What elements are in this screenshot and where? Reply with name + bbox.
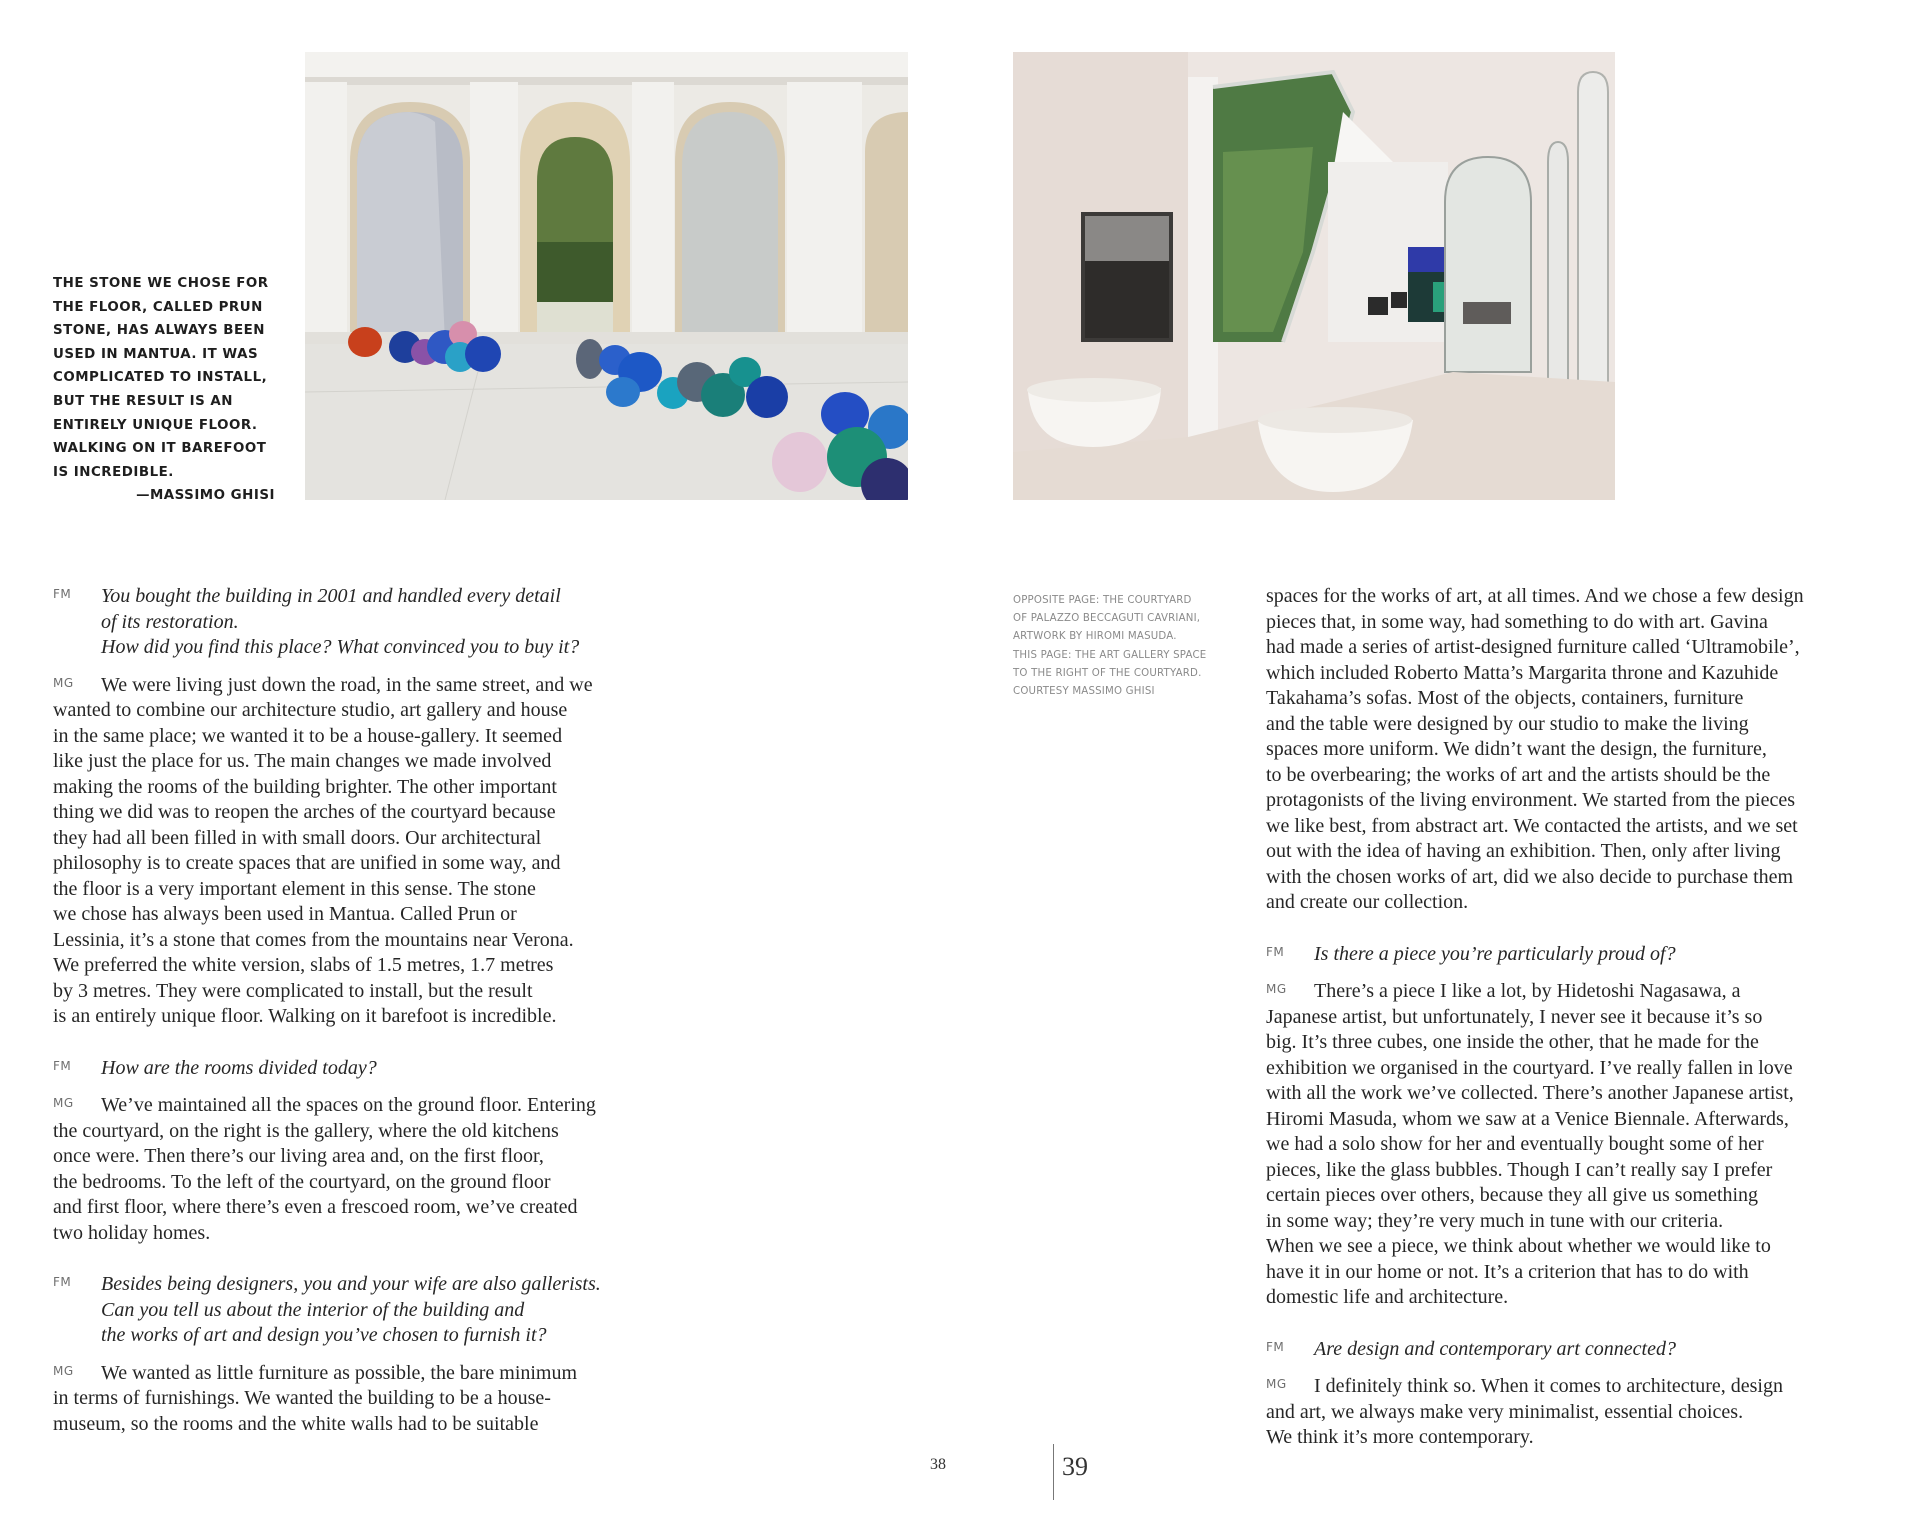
page-number-divider — [1053, 1444, 1054, 1500]
speaker-label: FM — [53, 1058, 72, 1073]
answer-line: I definitely think so. When it comes to architecture, design — [1314, 1375, 1783, 1397]
pull-quote-line: STONE, HAS ALWAYS BEEN — [53, 323, 265, 339]
question-line: Is there a piece you’re particularly proud of? — [1314, 942, 1676, 965]
answer-line: by 3 metres. They were complicated to install, but the result — [53, 979, 533, 1002]
answer-line: is an entirely unique floor. Walking on it barefoot is incredible. — [53, 1005, 557, 1027]
answer-continued — [1266, 584, 1886, 916]
answer-line: in terms of furnishings. We wanted the building to be a house- — [53, 1387, 551, 1409]
answer — [1266, 979, 1886, 1311]
speaker-label: FM — [1266, 1339, 1285, 1354]
answer-line: with the chosen works of art, did we also decide to purchase them — [1266, 865, 1794, 888]
answer-line: once were. Then there’s our living area and, on the first floor, — [53, 1145, 544, 1167]
answer-line: We were living just down the road, in the same street, and we — [101, 673, 593, 696]
question-line: Besides being designers, you and your wife are also gallerists. — [101, 1273, 601, 1295]
answer-line: philosophy is to create spaces that are unified in some way, and — [53, 852, 561, 874]
answer-line: to be overbearing; the works of art and the artists should be the — [1266, 763, 1771, 786]
pull-quote-attribution: —MASSIMO GHISI — [136, 488, 275, 504]
answer-line: pieces, like the glass bubbles. Though I can’t really say I prefer — [1266, 1158, 1773, 1181]
answer-line: in some way; they’re very much in tune with our criteria. — [1266, 1209, 1724, 1232]
courtyard-photo — [305, 52, 908, 500]
answer-line: Japanese artist, but unfortunately, I never see it because it’s so — [1266, 1005, 1763, 1028]
question — [1266, 1337, 1886, 1363]
interview-column-right — [1266, 584, 1886, 1477]
answer-line: exhibition we organised in the courtyard. I’ve really fallen in love — [1266, 1056, 1793, 1079]
interview-column-left — [53, 584, 693, 1463]
question-line: of its restoration. — [101, 610, 239, 633]
question-line: the works of art and design you’ve chosen to furnish it? — [101, 1324, 547, 1346]
caption-line: OPPOSITE PAGE: THE COURTYARD — [1013, 595, 1192, 606]
answer-line: making the rooms of the building brighter. The other important — [53, 775, 557, 798]
answer-line: wanted to combine our architecture studio, art gallery and house — [53, 699, 568, 721]
answer-line: in the same place; we wanted it to be a house-gallery. It seemed — [53, 724, 563, 747]
caption-line: COURTESY MASSIMO GHISI — [1013, 686, 1155, 698]
answer-line: had made a series of artist-designed furniture called ‘Ultramobile’, — [1266, 636, 1800, 658]
pull-quote-line: COMPLICATED TO INSTALL, — [53, 370, 268, 386]
speaker-label: MG — [1266, 982, 1287, 996]
pull-quote-line: BUT THE RESULT IS AN — [53, 393, 233, 409]
speaker-label: MG — [53, 675, 74, 690]
page-number-right: 39 — [1062, 1452, 1088, 1481]
answer-line: out with the idea of having an exhibition. Then, only after living — [1266, 840, 1781, 862]
question — [53, 584, 693, 661]
answer-line: domestic life and architecture. — [1266, 1286, 1509, 1308]
caption-line: ARTWORK BY HIROMI MASUDA. — [1013, 631, 1177, 643]
answer-line: protagonists of the living environment. We started from the pieces — [1266, 789, 1796, 811]
question — [53, 1272, 693, 1349]
answer-line: we chose has always been used in Mantua. Called Prun or — [53, 903, 517, 925]
answer-line: Takahama’s sofas. Most of the objects, containers, furniture — [1266, 687, 1744, 709]
answer-line: and art, we always make very minimalist, essential choices. — [1266, 1400, 1744, 1423]
answer-line: the floor is a very important element in this sense. The stone — [53, 877, 536, 900]
question-line: How did you find this place? What convinced you to buy it? — [101, 636, 580, 658]
answer-line: There’s a piece I like a lot, by Hidetoshi Nagasawa, a — [1314, 980, 1741, 1002]
answer-line: Lessinia, it’s a stone that comes from the mountains near Verona. — [53, 928, 574, 951]
photo-caption — [1013, 592, 1248, 701]
speaker-label: MG — [53, 1363, 74, 1378]
answer-line: and create our collection. — [1266, 891, 1469, 913]
answer-line: pieces that, in some way, had something to do with art. Gavina — [1266, 610, 1768, 633]
answer-line: thing we did was to reopen the arches of the courtyard because — [53, 801, 556, 823]
answer-line: We’ve maintained all the spaces on the ground floor. Entering — [101, 1094, 596, 1116]
answer-line: spaces for the works of art, at all times. And we chose a few design — [1266, 585, 1804, 607]
answer-line: Hiromi Masuda, whom we saw at a Venice Biennale. Afterwards, — [1266, 1107, 1789, 1130]
answer-line: We wanted as little furniture as possible, the bare minimum — [101, 1361, 578, 1384]
pull-quote-line: WALKING ON IT BAREFOOT — [53, 441, 267, 457]
answer-line: the courtyard, on the right is the gallery, where the old kitchens — [53, 1119, 559, 1142]
answer — [53, 1361, 693, 1438]
answer-line: two holiday homes. — [53, 1221, 211, 1244]
answer-line: spaces more uniform. We didn’t want the design, the furniture, — [1266, 738, 1767, 760]
answer-line: have it in our home or not. It’s a criterion that has to do with — [1266, 1260, 1749, 1283]
speaker-label: FM — [1266, 944, 1285, 959]
answer-line: certain pieces over others, because they all give us something — [1266, 1184, 1759, 1206]
answer — [53, 673, 693, 1030]
pull-quote-line: IS INCREDIBLE. — [53, 464, 174, 480]
caption-line: TO THE RIGHT OF THE COURTYARD. — [1013, 667, 1202, 679]
answer-line: and first floor, where there’s even a frescoed room, we’ve created — [53, 1196, 578, 1218]
question — [1266, 942, 1886, 968]
answer-line: museum, so the rooms and the white walls had to be suitable — [53, 1412, 539, 1435]
speaker-label: MG — [1266, 1377, 1287, 1391]
answer-line: big. It’s three cubes, one inside the other, that he made for the — [1266, 1031, 1759, 1053]
speaker-label: MG — [53, 1096, 74, 1110]
answer-line: We think it’s more contemporary. — [1266, 1426, 1534, 1448]
question-line: Are design and contemporary art connected? — [1314, 1337, 1676, 1360]
answer-line: We preferred the white version, slabs of 1.5 metres, 1.7 metres — [53, 954, 554, 976]
question-line: How are the rooms divided today? — [101, 1056, 377, 1079]
speaker-label: FM — [53, 587, 72, 601]
answer — [53, 1093, 693, 1246]
answer-line: the bedrooms. To the left of the courtyard, on the ground floor — [53, 1170, 551, 1193]
pull-quote-line: THE FLOOR, CALLED PRUN — [53, 299, 263, 315]
answer-line: which included Roberto Matta’s Margarita throne and Kazuhide — [1266, 661, 1779, 684]
caption-line: THIS PAGE: THE ART GALLERY SPACE — [1013, 649, 1207, 661]
pull-quote-line: THE STONE WE CHOSE FOR — [53, 276, 269, 291]
question-line: Can you tell us about the interior of the building and — [101, 1298, 525, 1321]
question — [53, 1056, 693, 1082]
answer-line: like just the place for us. The main changes we made involved — [53, 750, 552, 772]
answer — [1266, 1374, 1886, 1451]
speaker-label: FM — [53, 1275, 72, 1289]
caption-line: OF PALAZZO BECCAGUTI CAVRIANI, — [1013, 613, 1201, 625]
pull-quote — [53, 272, 293, 508]
answer-line: and the table were designed by our studio to make the living — [1266, 712, 1749, 735]
pull-quote-line: USED IN MANTUA. IT WAS — [53, 346, 259, 362]
answer-line: we like best, from abstract art. We contacted the artists, and we set — [1266, 814, 1798, 837]
pull-quote-line: ENTIRELY UNIQUE FLOOR. — [53, 417, 258, 433]
page-number-left: 38 — [930, 1456, 946, 1473]
answer-line: we had a solo show for her and eventually bought some of her — [1266, 1133, 1764, 1155]
question-line: You bought the building in 2001 and handled every detail — [101, 585, 561, 607]
answer-line: When we see a piece, we think about whether we would like to — [1266, 1235, 1771, 1257]
gallery-photo — [1013, 52, 1615, 500]
answer-line: they had all been filled in with small doors. Our architectural — [53, 826, 542, 849]
answer-line: with all the work we’ve collected. There’s another Japanese artist, — [1266, 1082, 1794, 1104]
